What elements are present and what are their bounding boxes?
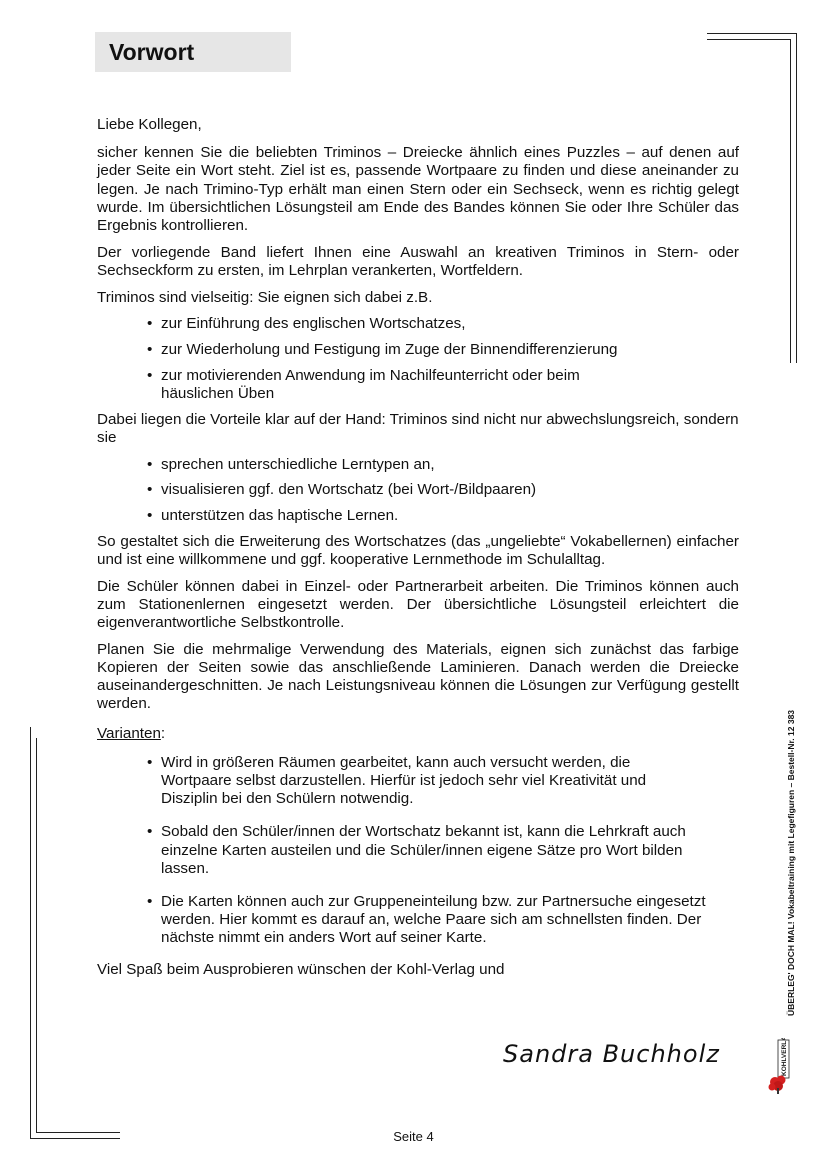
advantages-list [97,456,739,526]
kohl-verlag-logo [766,1038,792,1099]
frame-bottom-left-v1 [30,727,31,1139]
list-item: • Sobald den Schüler/innen der Wortschatz bekannt ist, kann die Lehrkraft auch einzelne Karten austeilen und die Schüler/innen eigene Sätze pro Wort bilden lassen. [147,823,686,877]
usage-list [97,315,739,403]
paragraph: Planen Sie die mehrmalige Verwendung des Materials, eignen sich zunächst das farbige Kopieren der Seiten sowie das anschließende Laminieren. Danach werden die Dreiecke auseinandergeschnitten. Je nach Leistungsniveau können die Lösungen zur Verfügung gestellt werden. [97,640,739,713]
frame-bottom-left-v2 [36,738,37,1132]
varianten-heading [97,725,739,743]
frame-top-right-h2 [707,39,791,40]
list-item: • visualisieren ggf. den Wortschatz (bei Wort-/Bildpaaren) [147,481,537,499]
paragraph: Triminos sind vielseitig: Sie eignen sich dabei z.B. [97,288,433,306]
list-item-text: unterstützen das haptische Lernen. [161,506,399,524]
list-item: • Wird in größeren Räumen gearbeitet, kann auch versucht werden, die Wortpaare selbst darzustellen. Hierfür ist jedoch sehr viel Kreativität und Disziplin bei den Schülern notwendig. [147,753,647,808]
paragraph: So gestaltet sich die Erweiterung des Wortschatzes (das „ungeliebte“ Vokabellernen) einfacher und ist eine willkommene und ggf. kooperative Lernmethode im Schulalltag. [97,532,739,568]
title-box [95,32,291,72]
list-item-text: Die Karten können auch zur Gruppeneinteilung bzw. zur Partnersuche eingesetzt werden. Hier kommt es darauf an, welche Paare sich am schnellsten finden. Der nächste nimmt ein anders Wort auf seiner Karte. [161,892,706,947]
logo-text: KOHLVERLAG [781,1038,788,1076]
list-item: • Die Karten können auch zur Gruppeneinteilung bzw. zur Partnersuche eingesetzt werden. Hier kommt es darauf an, welche Paare sich am schnellsten finden. Der nächste nimmt ein anders Wort auf seiner Karte. [147,892,706,947]
side-label: ÜBERLEG' DOCH MAL! Vokabeltraining mit Legefiguren – Bestell-Nr. 12 383 [786,709,796,1016]
list-item-text: zur Wiederholung und Festigung im Zuge der Binnendifferenzierung [161,341,618,359]
document-body [97,116,739,987]
paragraph: Die Schüler können dabei in Einzel- oder Partnerarbeit arbeiten. Die Triminos können auch zum Stationenlernen eingesetzt werden. Der übersichtliche Lösungsteil erleichtert die eigenverantwortliche Selbstkontrolle. [97,577,739,631]
varianten-list [97,754,739,948]
paragraph: sicher kennen Sie die beliebten Triminos – Dreiecke ähnlich eines Puzzles – auf denen auf jeder Seite ein Wort steht. Ziel ist es, passende Wortpaare zu finden und diese aneinander zu legen. Je nach Trimino-Typ erhält man einen Stern oder ein Sechseck, wenn es richtig gelegt wurde. Im übersichtlichen Lösungsteil am Ende des Bandes können Sie oder Ihre Schüler das Ergebnis kontrollieren. [97,144,739,235]
list-item-text: visualisieren ggf. den Wortschatz (bei Wort-/Bildpaaren) [161,481,537,499]
varianten-label: Varianten [97,725,161,743]
signature: Sandra Buchholz [503,1040,720,1068]
list-item: • sprechen unterschiedliche Lerntypen an, [147,455,435,473]
list-item: • zur motivierenden Anwendung im Nachilfeunterricht oder beim häuslichen Üben [147,366,580,402]
closing-line: Viel Spaß beim Ausprobieren wünschen der Kohl-Verlag und [97,960,505,978]
list-item: • unterstützen das haptische Lernen. [147,506,399,524]
list-item: • zur Einführung des englischen Wortschatzes, [147,315,466,333]
list-item-text: Wird in größeren Räumen gearbeitet, kann auch versucht werden, die Wortpaare selbst darzustellen. Hierfür ist jedoch sehr viel Kreativität und Disziplin bei den Schülern notwendig. [161,753,647,808]
varianten-colon: : [160,725,166,743]
list-item-text: zur motivierenden Anwendung im Nachilfeunterricht oder beim häuslichen Üben [161,366,580,402]
greeting: Liebe Kollegen, [97,116,202,133]
paragraph: Dabei liegen die Vorteile klar auf der Hand: Triminos sind nicht nur abwechslungsreich, sondern sie [97,410,739,446]
list-item: • zur Wiederholung und Festigung im Zuge der Binnendifferenzierung [147,341,618,359]
list-item-text: sprechen unterschiedliche Lerntypen an, [161,455,435,473]
paragraph: Der vorliegende Band liefert Ihnen eine Auswahl an kreativen Triminos in Stern- oder Sechseckform zu ersten, im Lehrplan verankerten, Wortfeldern. [97,243,739,279]
page-title: Vorwort [109,39,195,65]
frame-top-right-h1 [707,33,797,34]
list-item-text: zur Einführung des englischen Wortschatzes, [161,315,466,333]
frame-top-right-v1 [796,33,797,363]
list-item-text: Sobald den Schüler/innen der Wortschatz bekannt ist, kann die Lehrkraft auch einzelne Karten austeilen und die Schüler/innen eigene Sätze pro Wort bilden lassen. [161,823,686,877]
frame-top-right-v2 [790,39,791,363]
page-number: Seite 4 [393,1129,434,1144]
logo-icon [766,1038,792,1094]
